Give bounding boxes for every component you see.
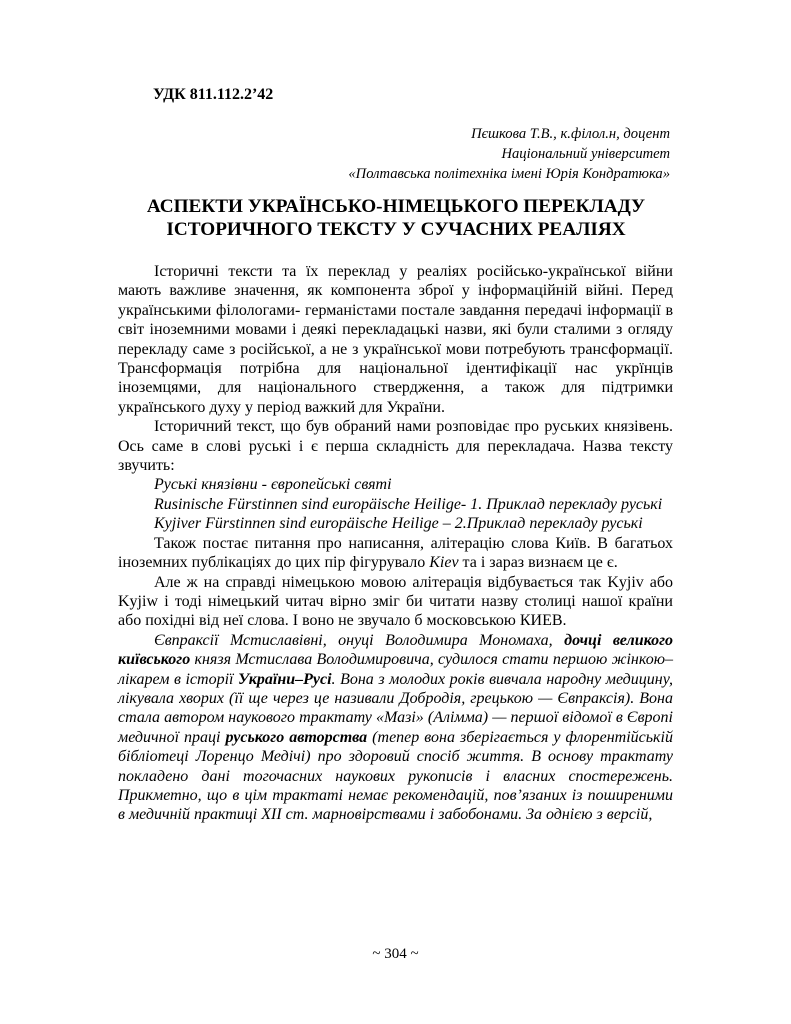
title-line-2: ІСТОРИЧНОГО ТЕКСТУ У СУЧАСНИХ РЕАЛІЯХ	[166, 219, 626, 240]
paragraph-3-text-b: та і зараз визнаєм це є.	[458, 554, 618, 572]
paragraph-4: Але ж на справді німецькою мовою алітерація відбувається так Kyjiv або Kyjiw і тоді німецький читач вірно зміг би читати назву столиці нашої країни або похідні від неї слова. І воно не звучало б московською КИЕВ.	[118, 573, 673, 630]
example-translation-1: Rusinische Fürstinnen sind europäische Heilige- 1. Приклад перекладу руські	[154, 495, 663, 513]
paragraph-5-bold-2: України–Русі	[238, 670, 332, 688]
paragraph-5-text-4: (тепер вона зберігається у флорентійській бібліотеці Лоренцо Медічі) про здоровий спосіб життя. В основу трактату покладено дані тогочасних наукових рукописів і власних спостережень. Прикметно, що в цім трактаті немає рекомендацій, пов’язаних із поширеними в медичній практиці XII ст. марновірствами і забобонами. За однією з версій,	[118, 728, 673, 824]
example-title-ukrainian: Руські князівни - європейські святі	[154, 476, 392, 494]
paragraph-2: Історичний текст, що був обраний нами розповідає про руських князівень. Ось саме в слові руські і є перша складність для перекладача. Назва тексту звучить:	[118, 418, 673, 475]
udk-code: УДК 811.112.2’42	[153, 86, 274, 103]
example-translation-2: Kyjiver Fürstinnen sind europäische Heilige – 2.Приклад перекладу руські	[154, 515, 643, 533]
paragraph-5-text-1: Євпраксії Мстиславівні, онуці Володимира Мономаха,	[154, 631, 565, 649]
author-block	[170, 124, 670, 184]
paragraph-5-text-3: . Вона з молодих років вивчала народну медицину, лікувала хворих (її ще через це називали Добродія, грецькою — Євпраксія). Вона стала автором наукового трактату «Мазі» (Алімма) — першої відомої в Європі медичної праці	[118, 670, 674, 746]
page-number: ~ 304 ~	[372, 946, 419, 962]
paragraph-5-bold-1: дочці великого київського	[118, 631, 674, 669]
article-title	[118, 195, 674, 241]
author-name: Пєшкова Т.В., к.філол.н, доцент	[471, 126, 670, 142]
title-line-1: АСПЕКТИ УКРАЇНСЬКО-НІМЕЦЬКОГО ПЕРЕКЛАДУ	[146, 196, 646, 217]
paragraph-5-bold-3: руського авторства	[225, 728, 368, 746]
author-institution: «Полтавська політехніка імені Юрія Кондратюка»	[348, 166, 670, 182]
kiev-word: Kiev	[429, 554, 459, 572]
paragraph-5	[118, 631, 673, 825]
article-body	[118, 262, 673, 825]
paragraph-3	[118, 534, 673, 573]
paragraph-3-text-a: Також постає питання про написання, алітерацію слова Київ. В багатьох іноземних публікаціях до цих пір фігурувало	[118, 534, 673, 572]
paragraph-5-text-2: князя Мстислава Володимировича, судилося стати першою жінкою–лікарем в історії	[118, 651, 673, 688]
paragraph-1: Історичні тексти та їх переклад у реаліях російсько-української війни мають важливе значення, як компонента зброї у інформаційній війні. Перед українськими філологами- германістами постале завдання передачі інформації в світ іноземними мовами і деякі перекладацькі назви, які були сталими з огляду перекладу саме з російської, а не з української мови потребують трансформації. Трансформація потрібна для національної ідентифікації нас укрїнців іноземцями, для національного ствердження, а також для підтримки українського духу у період важкий для України.	[118, 263, 673, 416]
author-affiliation: Національний університет	[501, 146, 670, 162]
